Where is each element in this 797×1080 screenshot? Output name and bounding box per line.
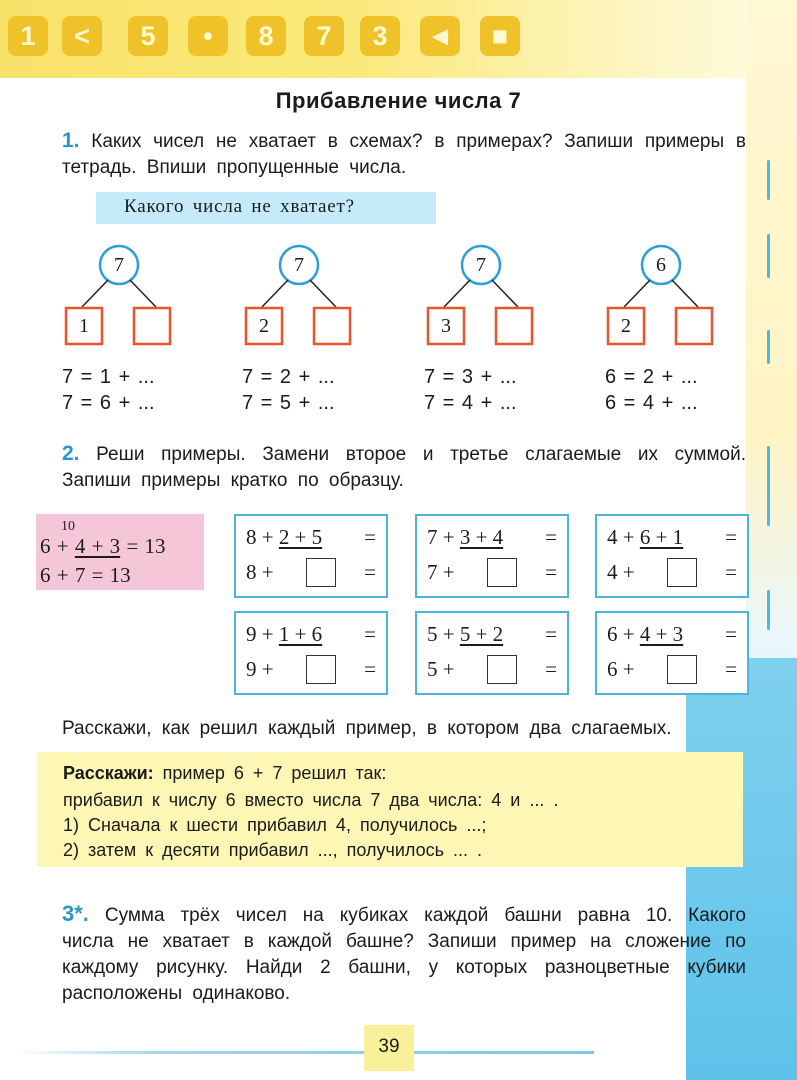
sample-line-1	[40, 534, 166, 559]
sample-term: 6 +	[40, 534, 69, 558]
equals-sign: =	[545, 622, 557, 646]
example-box	[234, 514, 388, 598]
example-term: 5 +	[427, 657, 455, 681]
equals-sign: =	[364, 560, 376, 584]
task-instructions: Сумма трёх чисел на кубиках каждой башни равна 10. Какого числа не хватает в каждой башне? Запиши пример на сложение по каждому рисунку. Найди 2 башни, у которых разноцветные кубики расположены одинаково.	[62, 905, 746, 1004]
task-number: 3*.	[62, 901, 89, 926]
equation-column	[62, 364, 155, 416]
example-box	[415, 611, 569, 695]
example-line-1	[427, 525, 503, 550]
answer-box[interactable]	[667, 655, 697, 684]
example-line-1	[607, 525, 683, 550]
right-margin-line	[767, 234, 770, 278]
equals-sign: =	[364, 657, 376, 681]
number-scheme	[64, 240, 194, 350]
scheme-whole: 7	[114, 254, 124, 276]
example-term: 9 +	[246, 657, 274, 681]
tell-line-2: прибавил к числу 6 вместо числа 7 два числа: 4 и ... .	[63, 790, 559, 810]
example-underlined-terms: 3 + 4	[459, 525, 504, 549]
number-tile: ◄	[420, 16, 460, 56]
scheme-part-left: 2	[259, 315, 269, 337]
equals-sign: =	[725, 560, 737, 584]
equation: 6 = 2 + ...	[605, 366, 698, 388]
equals-sign: =	[545, 560, 557, 584]
example-term: 6 +	[607, 622, 635, 646]
task-1-text	[62, 128, 746, 181]
equation: 7 = 3 + ...	[424, 366, 517, 388]
example-term: 7 +	[427, 525, 455, 549]
explain-instruction: Расскажи, как решил каждый пример, в котором два слагаемых.	[62, 718, 672, 739]
sample-superscript: 10	[61, 519, 75, 534]
scheme-whole: 7	[294, 254, 304, 276]
right-margin-line	[767, 446, 770, 526]
number-tile: 7	[304, 16, 344, 56]
equation-column	[605, 364, 698, 416]
right-margin-line	[767, 590, 770, 630]
equation: 7 = 1 + ...	[62, 366, 155, 388]
example-term: 8 +	[246, 560, 274, 584]
number-tile: 5	[128, 16, 168, 56]
answer-box[interactable]	[667, 558, 697, 587]
equals-sign: =	[725, 657, 737, 681]
scheme-part-left: 3	[441, 315, 451, 337]
equals-sign: =	[725, 525, 737, 549]
answer-box[interactable]	[306, 655, 336, 684]
example-underlined-terms: 1 + 6	[278, 622, 323, 646]
example-term: 5 +	[427, 622, 455, 646]
task-instructions: Каких чисел не хватает в схемах? в примерах? Запиши примеры в тетрадь. Впиши пропущенные числа.	[62, 131, 747, 178]
scheme-whole: 7	[476, 254, 486, 276]
number-tile: 8	[246, 16, 286, 56]
example-box	[595, 611, 749, 695]
answer-box[interactable]	[306, 558, 336, 587]
example-term: 9 +	[246, 622, 274, 646]
tell-line-3: 1) Сначала к шести прибавил 4, получилось ...;	[63, 815, 487, 835]
example-underlined-terms: 2 + 5	[278, 525, 323, 549]
example-box	[415, 514, 569, 598]
footer-line	[14, 1051, 594, 1054]
example-line-1	[607, 622, 683, 647]
example-term: 8 +	[246, 525, 274, 549]
number-tile: 1	[8, 16, 48, 56]
task-3-text	[62, 901, 746, 1007]
number-scheme	[244, 240, 374, 350]
question-banner-text: Какого числа не хватает?	[124, 196, 355, 217]
example-term: 4 +	[607, 560, 635, 584]
example-line-1	[427, 622, 503, 647]
equation: 7 = 4 + ...	[424, 392, 517, 414]
example-underlined-terms: 5 + 2	[459, 622, 504, 646]
page-title: Прибавление числа 7	[275, 88, 522, 113]
number-tile: •	[188, 16, 228, 56]
equals-sign: =	[364, 525, 376, 549]
number-scheme	[606, 240, 736, 350]
equals-sign: =	[545, 657, 557, 681]
scheme-whole: 6	[656, 254, 666, 276]
equation: 7 = 5 + ...	[242, 392, 335, 414]
equation-column	[242, 364, 335, 416]
example-line-1	[246, 525, 322, 550]
answer-box[interactable]	[487, 655, 517, 684]
equals-sign: =	[545, 525, 557, 549]
tell-label: Расскажи:	[63, 763, 154, 783]
task-number: 1.	[62, 129, 80, 152]
scheme-part-left: 2	[621, 315, 631, 337]
answer-box[interactable]	[487, 558, 517, 587]
equals-sign: =	[725, 622, 737, 646]
equation: 7 = 2 + ...	[242, 366, 335, 388]
task-2-text	[62, 441, 746, 494]
number-tiles-strip	[8, 16, 538, 68]
equals-sign: =	[364, 622, 376, 646]
example-term: 6 +	[607, 657, 635, 681]
right-margin-line	[767, 330, 770, 364]
task-instructions: Реши примеры. Замени второе и третье слагаемые их суммой. Запиши примеры кратко по образцу.	[62, 444, 747, 491]
equation-column	[424, 364, 517, 416]
number-tile: ■	[480, 16, 520, 56]
example-box	[595, 514, 749, 598]
example-line-1	[246, 622, 322, 647]
task-number: 2.	[62, 442, 80, 465]
equation: 6 = 4 + ...	[605, 392, 698, 414]
sample-result: = 13	[126, 534, 166, 558]
number-scheme	[426, 240, 556, 350]
tell-text: пример 6 + 7 решил так:	[162, 763, 387, 783]
number-tile: 3	[360, 16, 400, 56]
sample-underlined-terms: 4 + 3	[74, 534, 121, 558]
tell-line-4: 2) затем к десяти прибавил ..., получилось ... .	[63, 840, 482, 860]
tell-line-1	[63, 762, 386, 784]
number-tile: <	[62, 16, 102, 56]
right-margin-line	[767, 160, 770, 200]
scheme-part-left: 1	[79, 315, 89, 337]
example-box	[234, 611, 388, 695]
example-term: 4 +	[607, 525, 635, 549]
example-underlined-terms: 6 + 1	[639, 525, 684, 549]
page-number: 39	[378, 1036, 400, 1057]
equation: 7 = 6 + ...	[62, 392, 155, 414]
sample-line-2: 6 + 7 = 13	[40, 563, 131, 587]
example-underlined-terms: 4 + 3	[639, 622, 684, 646]
example-term: 7 +	[427, 560, 455, 584]
